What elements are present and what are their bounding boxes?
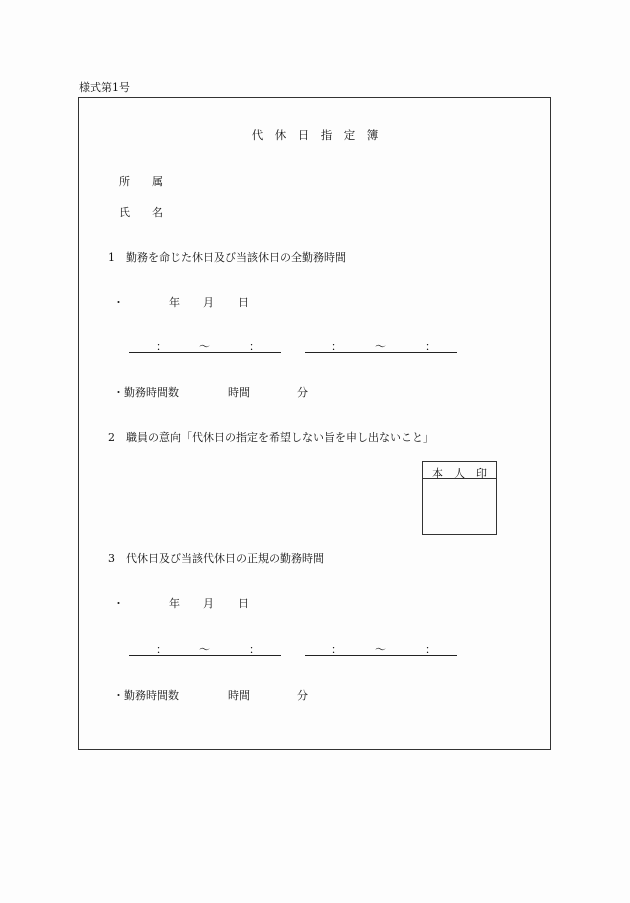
section1-year-label: 年: [169, 296, 180, 309]
form-number: 様式第1号: [79, 81, 130, 94]
section1-day-label: 日: [238, 296, 249, 309]
section1-minutes-unit: 分: [297, 386, 308, 399]
section3-colon-4: ：: [425, 643, 436, 656]
section3-colon-1: ：: [156, 643, 167, 656]
section1-tilde-1: 〜: [199, 340, 210, 353]
section3-date-bullet: ・: [113, 597, 124, 610]
section3-month-label: 月: [203, 597, 214, 610]
section3-day-label: 日: [238, 597, 249, 610]
name-label: 氏 名: [119, 206, 163, 219]
section3-tilde-2: 〜: [375, 643, 386, 656]
section1-colon-2: ：: [249, 340, 260, 353]
section3-colon-2: ：: [249, 643, 260, 656]
seal-header: [423, 462, 496, 479]
section1-hours-label: ・勤務時間数: [113, 386, 179, 399]
section3-hours-label: ・勤務時間数: [113, 689, 179, 702]
section1-tilde-2: 〜: [375, 340, 386, 353]
section3-tilde-1: 〜: [199, 643, 210, 656]
seal-label: 本 人 印: [432, 467, 487, 480]
section3-heading: 3 代休日及び当該代休日の正規の勤務時間: [108, 552, 324, 565]
form-title: 代 休 日 指 定 簿: [251, 128, 379, 142]
section3-colon-3: ：: [331, 643, 342, 656]
section1-month-label: 月: [203, 296, 214, 309]
section3-year-label: 年: [169, 597, 180, 610]
section1-heading: 1 勤務を命じた休日及び当該休日の全勤務時間: [108, 251, 346, 264]
personal-seal-box[interactable]: [422, 461, 497, 535]
section1-colon-3: ：: [331, 340, 342, 353]
section1-hours-unit: 時間: [228, 386, 250, 399]
form-frame: [78, 97, 551, 750]
section3-hours-unit: 時間: [228, 689, 250, 702]
section1-colon-4: ：: [425, 340, 436, 353]
affiliation-label: 所 属: [119, 175, 163, 188]
section1-colon-1: ：: [156, 340, 167, 353]
section1-date-bullet: ・: [113, 296, 124, 309]
section2-heading: 2 職員の意向「代休日の指定を希望しない旨を申し出ないこと」: [108, 431, 434, 444]
section3-minutes-unit: 分: [297, 689, 308, 702]
